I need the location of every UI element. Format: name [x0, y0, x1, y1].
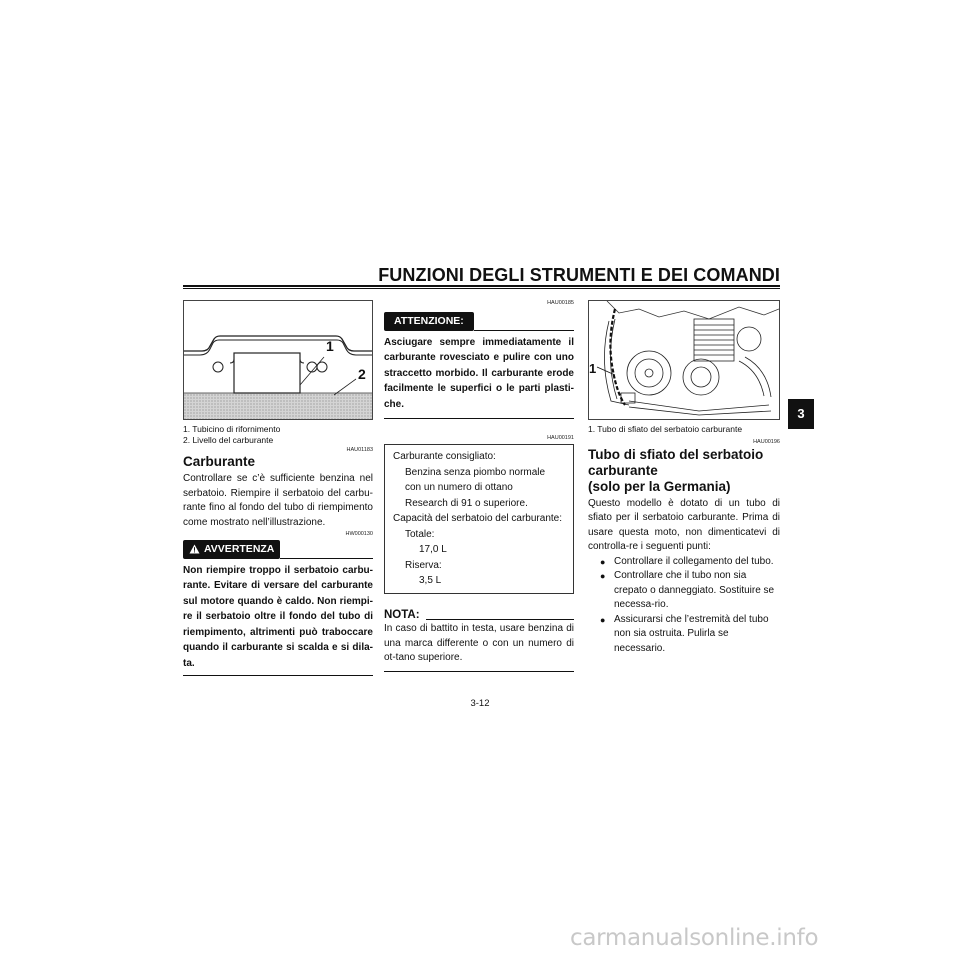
nota-rule [426, 619, 574, 620]
section-body: Questo modello è dotato di un tubo di sfiato per il serbatoio carburante. Prima di usare questa moto, non dimenticatevi di controlla-re i seguenti punti: [588, 497, 780, 552]
spec-line: Totale: [405, 528, 435, 540]
end-rule [384, 418, 574, 419]
heading-line: carburante [588, 462, 658, 478]
figure-caption [183, 424, 373, 445]
list-item: ● Controllare che il tubo non sia crepato o danneggiato. Sostituire se necessa-rio. [600, 569, 780, 613]
spec-line: con un numero di ottano [405, 482, 513, 493]
callout-2: 2 [358, 366, 366, 382]
warning-label: AVVERTENZA [204, 543, 275, 555]
heading-line: (solo per la Germania) [588, 478, 731, 494]
header-rule-thin [183, 288, 780, 289]
header-rule [183, 285, 780, 287]
warning-badge [183, 540, 280, 559]
checklist [588, 555, 780, 657]
section-code: HAU00196 [753, 438, 780, 445]
page-title: FUNZIONI DEGLI STRUMENTI E DEI COMANDI [378, 265, 780, 285]
spec-value: 3,5 L [419, 575, 442, 586]
callout-1: 1 [326, 338, 334, 354]
fuel-spec-box [384, 444, 574, 594]
spec-line: Research di 91 o superiore. [405, 497, 528, 509]
spec-line: Capacità del serbatoio del carburante: [393, 513, 562, 524]
caution-rule [474, 330, 574, 331]
spec-value: 17,0 L [419, 544, 447, 555]
section-heading [588, 447, 780, 495]
column-caution [384, 300, 574, 672]
spec-line: Carburante consigliato: [393, 451, 496, 462]
column-fuel [183, 300, 373, 676]
caption-line: 2. Livello del carburante [183, 434, 274, 445]
caption-line: 1. Tubicino di rifornimento [183, 424, 281, 434]
figure-caption: 1. Tubo di sfiato del serbatoio carburante [588, 424, 743, 434]
spec-line: Benzina senza piombo normale [405, 466, 546, 478]
fuel-tank-illustration [184, 301, 372, 419]
list-item: ● Controllare il collegamento del tubo. [600, 555, 780, 570]
section-code: HAU01183 [346, 447, 373, 453]
section-heading: Carburante [183, 454, 256, 469]
section-code: HAU00191 [547, 435, 574, 441]
end-rule [384, 671, 574, 672]
nota-header [384, 608, 574, 623]
warning-header [183, 540, 373, 559]
chapter-tab: 3 [788, 399, 814, 429]
warning-rule [280, 558, 373, 559]
caution-header [384, 312, 574, 331]
warning-text: Non riempire troppo il serbatoio carbu-rante. Evitare di versare del carburante sul motore quando è caldo. Non riempi-re il serbatoio oltre il fondo del tubo di riempimento, altrimenti può traboccare quando il carburante si scalda e si dila-ta. [183, 564, 373, 669]
page-number: 3-12 [470, 698, 490, 709]
caution-text: Asciugare sempre immediatamente il carburante rovesciato e pulire con uno straccetto morbido. Il carburante erode facilmente le superfici o le parti plasti-che. [384, 336, 574, 410]
section-code: HAU00185 [547, 300, 574, 306]
section-body: Controllare se c’è sufficiente benzina nel serbatoio. Riempire il serbatoio del carbu-rante fino al fondo del tubo di riempimento come mostrato nell’illustrazione. [183, 473, 373, 528]
engine-illustration [589, 301, 779, 419]
end-rule [183, 675, 373, 676]
nota-text: In caso di battito in testa, usare benzina di una marca differente o con un numero di ot-tano superiore. [384, 623, 574, 663]
fuel-tank-figure [183, 300, 373, 420]
watermark-url: carmanualsonline.info [570, 925, 819, 951]
callout-1: 1 [589, 361, 597, 376]
warning-triangle-icon [189, 544, 200, 554]
warning-code: HW000130 [345, 531, 373, 537]
engine-figure [588, 300, 780, 420]
heading-line: Tubo di sfiato del serbatoio [588, 446, 764, 462]
caution-badge [384, 312, 474, 331]
list-item: ● Assicurarsi che l’estremità del tubo non sia ostruita. Pulirla se necessario. [600, 613, 780, 657]
spec-line: Riserva: [405, 559, 442, 571]
column-breather-hose [588, 300, 780, 656]
nota-label: NOTA: [384, 608, 420, 621]
caution-label: ATTENZIONE: [394, 315, 464, 327]
